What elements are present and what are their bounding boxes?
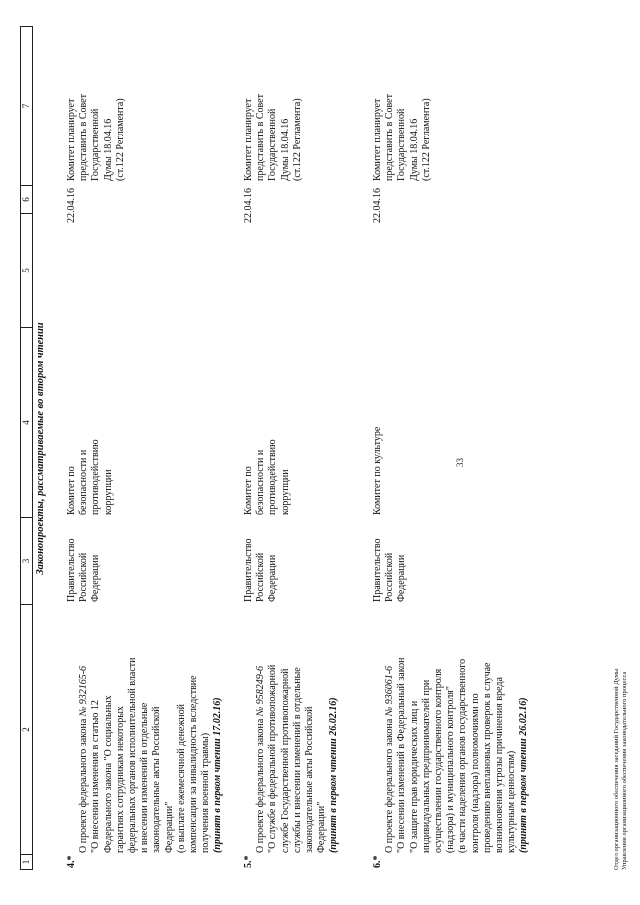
bill-description	[372, 598, 531, 853]
section-title: Законопроекты, рассматриваемые во втором чтении	[35, 322, 46, 575]
bill-number: № 958249-6	[255, 665, 267, 717]
footer-line: Управления организационного обеспечения законодательного процесса	[620, 671, 628, 870]
column-header-table	[20, 26, 33, 870]
bill-number: № 936061-6	[384, 665, 396, 717]
responsible-committee: Комитет по культуре	[372, 426, 383, 515]
bill-status-note: (принят в первом чтении 17.02.16)	[212, 697, 224, 853]
bill-author: Правительство Российской Федерации	[66, 538, 102, 602]
page-number: 33	[455, 458, 465, 467]
bill-author: Правительство Российской Федерации	[372, 538, 408, 602]
column-number: 6	[21, 186, 33, 214]
column-number: 2	[21, 605, 33, 855]
responsible-committee: Комитет по безопасности и противодействию коррупции	[66, 439, 114, 515]
column-number: 3	[21, 518, 33, 605]
bill-intro: О проекте федерального закона	[255, 718, 267, 853]
consideration-date: 22.04.16	[243, 188, 254, 223]
committee-plan: Комитет планирует представить в Совет Государственной Думы 18.04.16 (ст.122 Регламента)	[66, 94, 126, 181]
bill-author: Правительство Российской Федерации	[243, 538, 279, 602]
bill-intro: О проекте федерального закона	[78, 718, 90, 853]
bill-number: № 932165-6	[78, 665, 90, 717]
responsible-committee: Комитет по безопасности и противодействию коррупции	[243, 439, 291, 515]
row-number: 4.*	[66, 855, 77, 868]
bill-body: "О внесении изменений в Федеральный закон "О защите прав юридических лиц и индивидуальных предпринимателей при осуществлении государственного контроля (надзора) и муниципального контроля" (в части наделения органов государственного контроля (надзора) полномочиями по проведению внеплановых проверок в случае возникновения угрозы причинения вреда культурным ценностям)	[396, 657, 518, 853]
column-number: 7	[21, 27, 33, 186]
consideration-date: 22.04.16	[66, 188, 77, 223]
bill-intro: О проекте федерального закона	[384, 718, 396, 853]
bill-body: "О внесении изменения в статью 12 Федерального закона "О социальных гарантиях сотрудникам некоторых федеральных органов исполнительной власти и внесении изменений в отдельные законодательные акты Российской Федерации" (о выплате ежемесячной денежной компенсации за инвалидность вследствие получения военной травмы)	[90, 657, 212, 853]
column-number: 4	[21, 328, 33, 518]
column-number: 5	[21, 214, 33, 328]
consideration-date: 22.04.16	[372, 188, 383, 223]
bill-description	[243, 598, 341, 853]
bill-status-note: (принят в первом чтении 26.02.16)	[328, 697, 340, 853]
bill-status-note: (принят в первом чтении 26.02.16)	[518, 697, 530, 853]
committee-plan: Комитет планирует представить в Совет Государственной Думы 18.04.16 (ст.122 Регламента)	[243, 94, 303, 181]
column-number: 1	[21, 855, 33, 870]
bill-body: "О службе в федеральной противопожарной службе Государственной противопожарной службы и внесении изменений в отдельные законодательные акты Российской Федерации"	[267, 664, 328, 853]
row-number: 6.*	[372, 855, 383, 868]
row-number: 5.*	[243, 855, 254, 868]
footer-line: Отдел организационного обеспечения заседаний Государственной Думы	[613, 668, 620, 870]
committee-plan: Комитет планирует представить в Совет Государственной Думы 18.04.16 (ст.122 Регламента)	[372, 94, 432, 181]
footer	[613, 669, 628, 870]
bill-description	[66, 598, 225, 853]
